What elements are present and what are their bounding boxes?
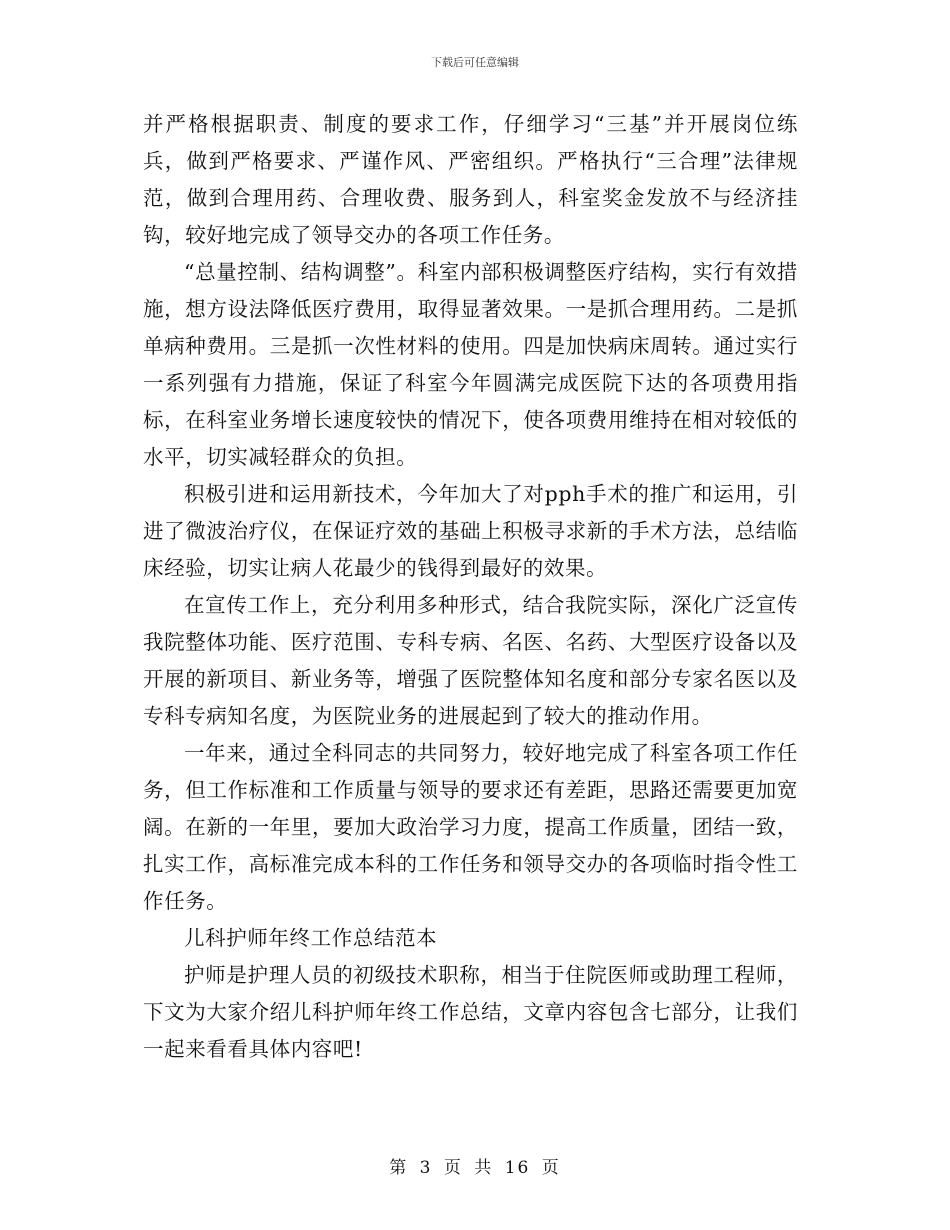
paragraph-year-summary: 一年来，通过全科同志的共同努力，较好地完成了科室各项工作任务，但工作标准和工作质量与领导的要求还有差距，思路还需要更加宽阔。在新的一年里，要加大政治学习力度，提高工作质量，团结一致，扎实工作，高标准完成本科的工作任务和领导交办的各项临时指令性工作任务。 <box>143 741 798 913</box>
paragraph-new-technology: 积极引进和运用新技术，今年加大了对pph手术的推广和运用，引进了微波治疗仪，在保证疗效的基础上积极寻求新的手术方法，总结临床经验，切实让病人花最少的钱得到最好的效果。 <box>143 482 798 580</box>
paragraph-continuation: 并严格根据职责、制度的要求工作，仔细学习“三基”并开展岗位练兵，做到严格要求、严谨作风、严密组织。严格执行“三合理”法律规范，做到合理用药、合理收费、服务到人，科室奖金发放不与经济挂钩，较好地完成了领导交办的各项工作任务。 <box>143 112 798 247</box>
document-body <box>143 106 798 1068</box>
section-title: 儿科护师年终工作总结范本 <box>184 926 438 950</box>
paragraph-cost-control: “总量控制、结构调整”。科室内部积极调整医疗结构，实行有效措施，想方设法降低医疗费用，取得显著效果。一是抓合理用药。二是抓单病种费用。三是抓一次性材料的使用。四是加快病床周转。通过实行一系列强有力措施，保证了科室今年圆满完成医院下达的各项费用指标，在科室业务增长速度较快的情况下，使各项费用维持在相对较低的水平，切实减轻群众的负担。 <box>143 260 798 469</box>
page-number-footer: 第 3 页 共 16 页 <box>389 1158 561 1178</box>
paragraph-publicity: 在宣传工作上，充分利用多种形式，结合我院实际，深化广泛宣传我院整体功能、医疗范围、专科专病、名医、名药、大型医疗设备以及开展的新项目、新业务等，增强了医院整体知名度和部分专家名医以及专科专病知名度，为医院业务的进展起到了较大的推动作用。 <box>143 593 798 728</box>
page-header: 下载后可任意编辑 <box>431 56 519 69</box>
paragraph-intro: 护师是护理人员的初级技术职称，相当于住院医师或助理工程师，下文为大家介绍儿科护师年终工作总结，文章内容包含七部分，让我们一起来看看具体内容吧! <box>143 963 798 1061</box>
